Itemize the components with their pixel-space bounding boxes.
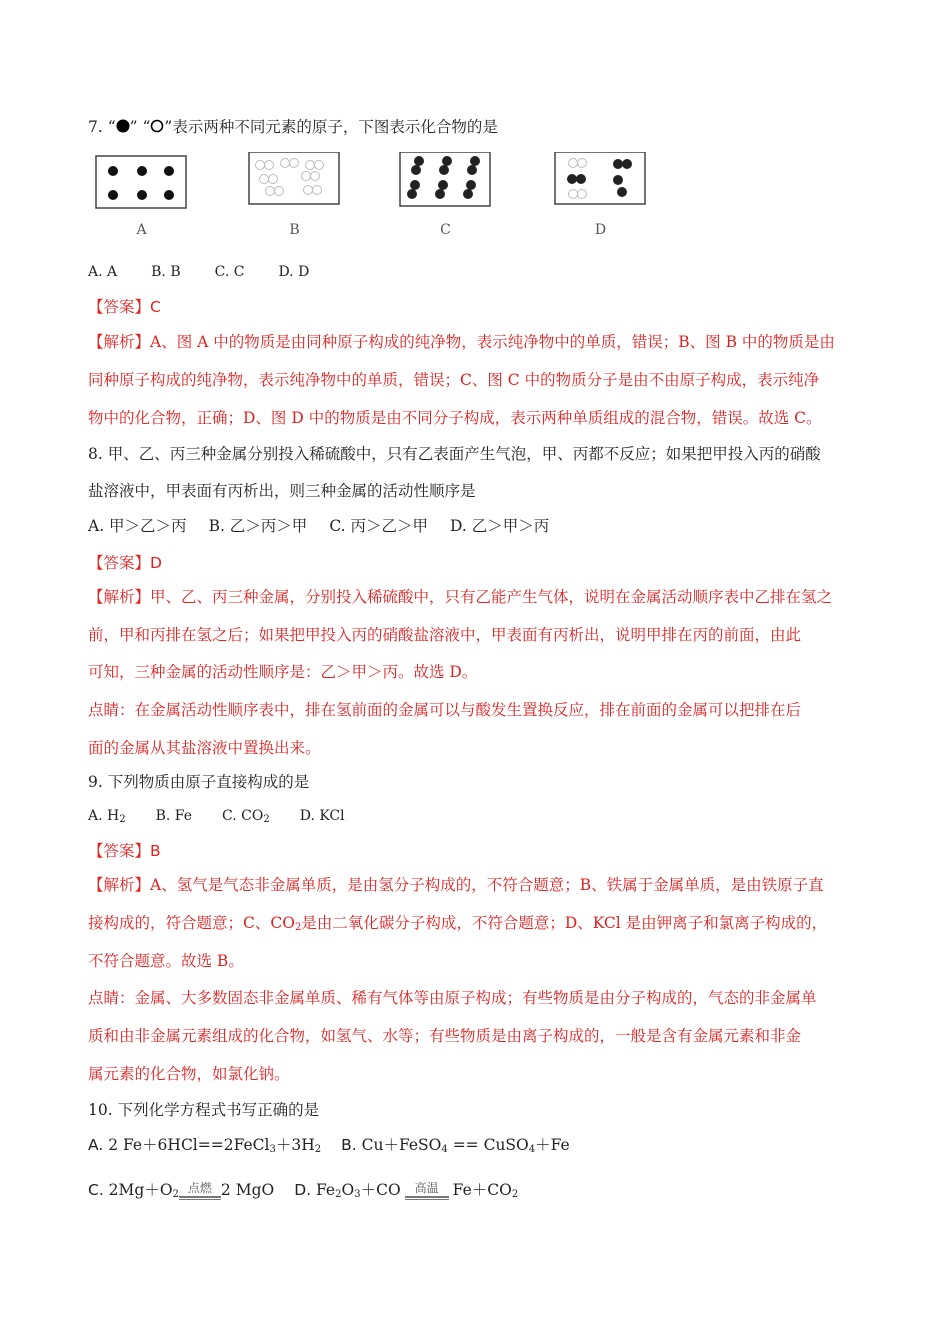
q7-options — [88, 262, 309, 282]
figure-b-diagram — [248, 152, 341, 210]
q8-options — [88, 516, 549, 536]
figure-d-diagram — [554, 152, 647, 210]
figure-a-diagram — [95, 152, 188, 210]
q9-tip-line: 点睛：金属、大多数固态非金属单质、稀有气体等由原子构成；有些物质是由分子构成的，气态的非金属单 — [88, 989, 817, 1007]
q7-analysis-label: 【解析】 — [88, 333, 151, 351]
q7-figures — [95, 152, 655, 244]
q7-option-d: D. D — [278, 264, 310, 280]
q8-analysis-line: 【解析】甲、乙、丙三种金属，分别投入稀硫酸中，只有乙能产生气体，说明在金属活动顺序表中乙排在氢之 — [88, 588, 833, 606]
q9-tip-line: 质和由非金属元素组成的化合物，如氢气、水等；有些物质是由离子构成的，一般是含有金属元素和非金 — [88, 1027, 802, 1045]
q8-option-b: B. 乙＞丙＞甲 — [208, 517, 308, 535]
q10-options-cd — [88, 1168, 518, 1217]
q7-analysis-line: 【解析】A、图 A 中的物质是由同种原子构成的纯净物，表示纯净物中的单质，错误；B、图 B 中的物质是由 — [88, 333, 835, 351]
figure-a-label: A — [136, 222, 147, 238]
q10-option-b: B. Cu＋FeSO$_4$ == CuSO$_4$＋Fe — [341, 1136, 570, 1155]
q8-option-d: D. 乙＞甲＞丙 — [449, 517, 550, 535]
q10-stem: 10. 下列化学方程式书写正确的是 — [88, 1101, 320, 1119]
q7-analysis-line: 物中的化合物，正确；D、图 D 中的物质是由不同分子构成，表示两种单质组成的混合物，错误。故选 C。 — [88, 409, 822, 427]
q10-option-d: D. $Fe_2O_3+CO$ 高温 $Fe+CO_2$ — [294, 1181, 519, 1200]
q9-analysis-line: 接构成的，符合题意；C、$CO_2$是由二氧化碳分子构成，不符合题意；D、KCl 是由钾离子和氯离子构成的， — [88, 914, 828, 933]
q9-answer: 【答案】B — [88, 842, 161, 860]
q8-option-a: A. 甲＞乙＞丙 — [88, 517, 187, 535]
q9-stem: 9. 下列物质由原子直接构成的是 — [88, 773, 310, 791]
q8-tip-line: 点睛：在金属活动性顺序表中，排在氢前面的金属可以与酸发生置换反应，排在前面的金属可以把排在后 — [88, 701, 802, 719]
q7-stem: 7. “ ” “ ”表示两种不同元素的原子，下图表示化合物的是 — [88, 118, 498, 136]
q8-analysis-line: 前，甲和丙排在氢之后；如果把甲投入丙的硝酸盐溶液中，甲表面有丙析出，说明甲排在丙的前面，由此 — [88, 626, 802, 644]
q9-option-d: D. KCl — [299, 808, 345, 824]
q8-tip-line: 面的金属从其盐溶液中置换出来。 — [88, 739, 321, 757]
figure-c — [399, 152, 492, 238]
q7-option-c: C. C — [214, 264, 245, 280]
q7-answer: 【答案】C — [88, 298, 161, 316]
q9-analysis-label: 【解析】 — [88, 876, 151, 894]
q8-analysis-label: 【解析】 — [88, 588, 151, 606]
q7-option-b: B. B — [151, 264, 181, 280]
q9-analysis-line: 不符合题意。故选 B。 — [88, 952, 244, 970]
filled-circle-icon — [116, 119, 130, 133]
figure-c-label: C — [440, 222, 451, 238]
figure-b-label: B — [289, 222, 300, 238]
q8-stem-line: 盐溶液中，甲表面有丙析出，则三种金属的活动性顺序是 — [88, 482, 476, 500]
q8-option-c: C. 丙＞乙＞甲 — [329, 517, 428, 535]
figure-d-label: D — [594, 222, 607, 238]
q8-stem-line: 8. 甲、乙、丙三种金属分别投入稀硫酸中，只有乙表面产生气泡，甲、丙都不反应；如果把甲投入丙的硝酸 — [88, 445, 821, 463]
figure-d — [554, 152, 647, 238]
figure-a — [95, 152, 188, 238]
q10-option-a: A. 2 $Fe+6HCl==2FeCl_3+3H_2$ — [88, 1136, 322, 1155]
q9-analysis-line: 【解析】A、氢气是气态非金属单质，是由氢分子构成的，不符合题意；B、铁属于金属单质，是由铁原子直 — [88, 876, 824, 894]
q10-options-ab — [88, 1135, 570, 1160]
q9-tip-line: 属元素的化合物，如氯化钠。 — [88, 1065, 290, 1083]
q9-option-a: A. $H_2$ — [88, 808, 126, 825]
q9-option-b: B. Fe — [155, 808, 193, 824]
q7-option-a: A. A — [88, 264, 118, 280]
hollow-circle-icon — [150, 119, 164, 133]
q9-options — [88, 806, 345, 830]
reaction-condition-arrow: 高温 — [405, 1182, 449, 1200]
q9-option-c: C. $CO_2$ — [222, 808, 270, 825]
q8-answer: 【答案】D — [88, 554, 162, 572]
q10-option-c: C. $2Mg+O_2$ 点燃 2 MgO — [88, 1181, 275, 1200]
reaction-condition-arrow: 点燃 — [179, 1182, 221, 1200]
figure-b — [248, 152, 341, 238]
figure-c-diagram — [399, 152, 492, 210]
q7-analysis-line: 同种原子构成的纯净物，表示纯净物中的单质，错误；C、图 C 中的物质分子是由不由原子构成，表示纯净 — [88, 371, 820, 389]
q8-analysis-line: 可知，三种金属的活动性顺序是：乙＞甲＞丙。故选 D。 — [88, 663, 478, 681]
